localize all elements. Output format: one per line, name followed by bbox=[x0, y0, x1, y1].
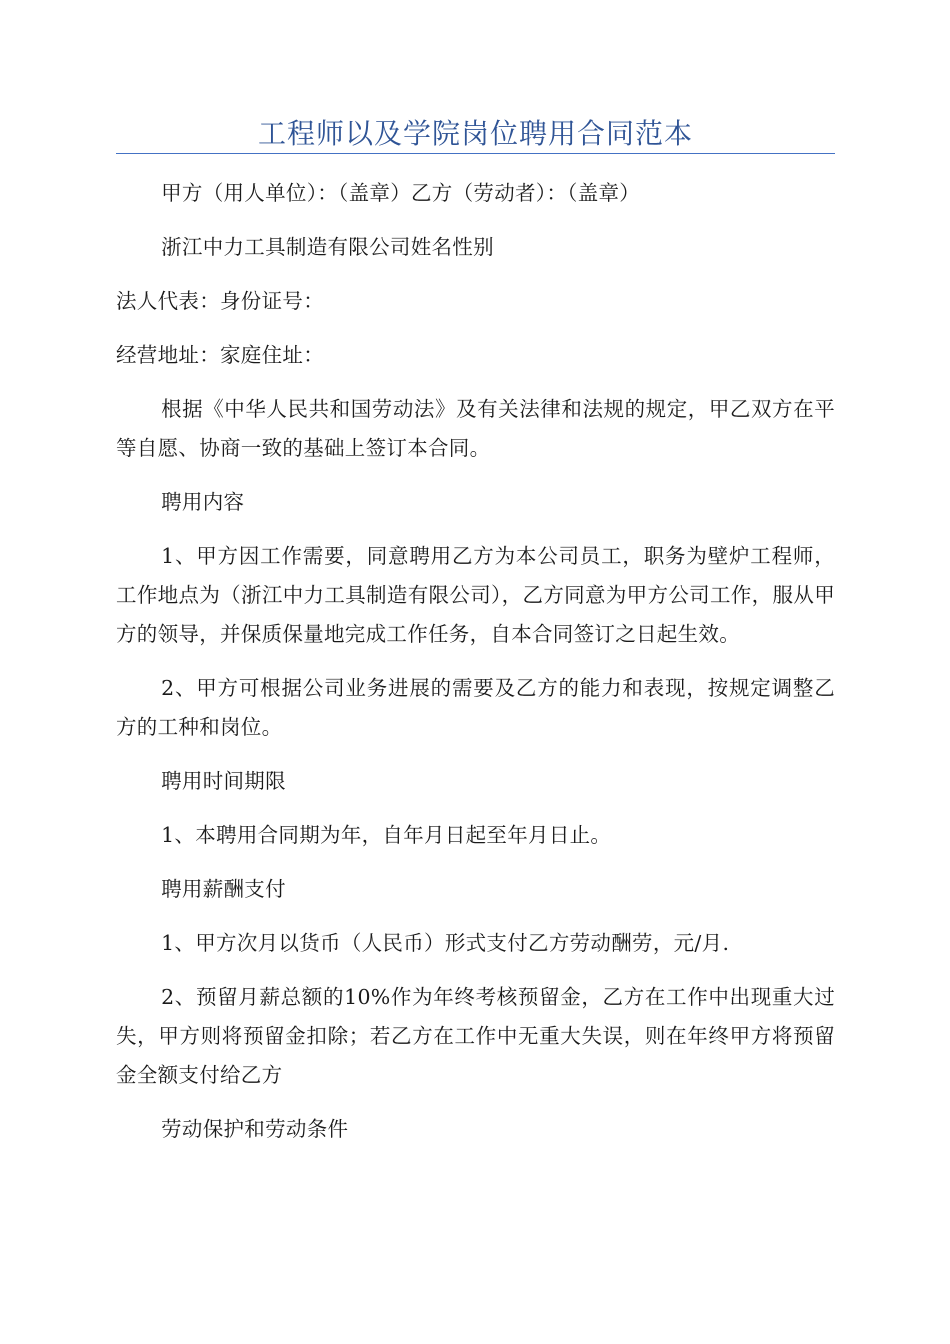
legal-representative-line: 法人代表：身份证号： bbox=[116, 289, 324, 313]
section-heading-labor-protection: 劳动保护和劳动条件 bbox=[161, 1117, 349, 1141]
preamble-paragraph: 根据《中华人民共和国劳动法》及有关法律和法规的规定，甲乙双方在平等自愿、协商一致的基础上签订本合同。 bbox=[116, 397, 835, 460]
title-underline bbox=[116, 153, 835, 154]
document-title: 工程师以及学院岗位聘用合同范本 bbox=[257, 117, 693, 150]
section-heading-salary: 聘用薪酬支付 bbox=[161, 877, 286, 901]
company-name-line: 浙江中力工具制造有限公司姓名性别 bbox=[161, 235, 494, 259]
section-heading-term: 聘用时间期限 bbox=[161, 769, 286, 793]
address-line: 经营地址：家庭住址： bbox=[116, 343, 324, 367]
clause-term-1: 1、本聘用合同期为年，自年月日起至年月日止。 bbox=[161, 823, 612, 847]
section-heading-employment-content: 聘用内容 bbox=[161, 490, 245, 514]
document-body bbox=[116, 174, 835, 1164]
clause-salary-1: 1、甲方次月以货币（人民币）形式支付乙方劳动酬劳，元/月. bbox=[161, 931, 730, 955]
clause-employment-2: 2、甲方可根据公司业务进展的需要及乙方的能力和表现，按规定调整乙方的工种和岗位。 bbox=[116, 676, 835, 739]
parties-line: 甲方（用人单位）：（盖章）乙方（劳动者）：（盖章） bbox=[161, 181, 641, 205]
clause-employment-1: 1、甲方因工作需要，同意聘用乙方为本公司员工，职务为壁炉工程师，工作地点为（浙江中力工具制造有限公司），乙方同意为甲方公司工作，服从甲方的领导，并保质保量地完成工作任务，自本合同签订之日起生效。 bbox=[116, 544, 835, 646]
clause-salary-2: 2、预留月薪总额的10%作为年终考核预留金，乙方在工作中出现重大过失，甲方则将预留金扣除；若乙方在工作中无重大失误，则在年终甲方将预留金全额支付给乙方 bbox=[116, 985, 835, 1087]
